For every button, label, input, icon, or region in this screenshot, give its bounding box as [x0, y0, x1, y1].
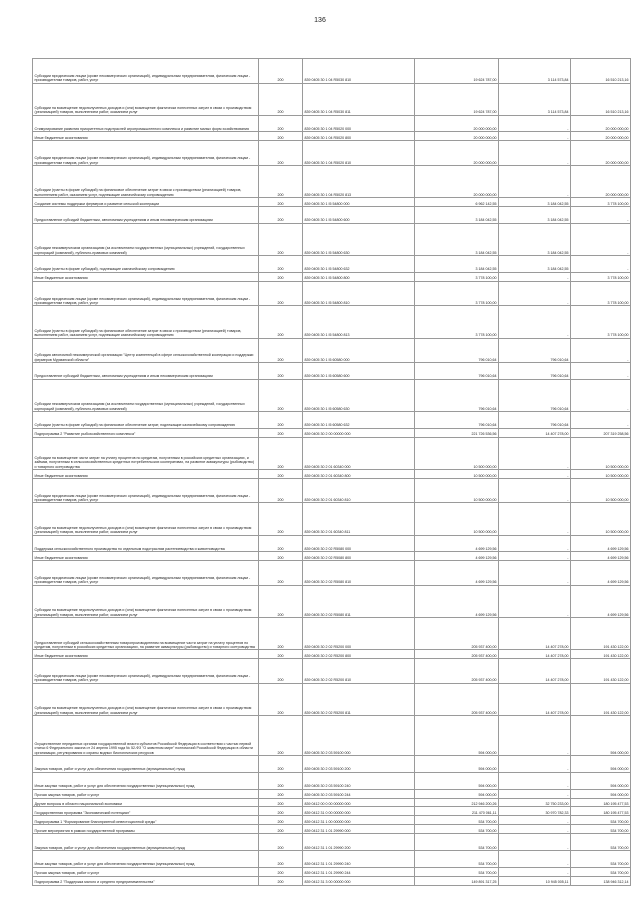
row-value1-cell: -: [499, 306, 571, 338]
row-code-cell: 200: [259, 825, 303, 834]
row-value2-cell: -: [571, 207, 631, 224]
row-code-cell: 200: [259, 659, 303, 684]
row-code-cell: 200: [259, 198, 303, 207]
table-row: [33, 807, 631, 816]
row-kbk-cell: 839 0405 30 1 04 R5020 810: [303, 141, 415, 166]
row-kbk-cell: 839 0412 31 0 00 00000 000: [303, 807, 415, 816]
row-value2-cell: 4 699 129,56: [571, 535, 631, 552]
table-row: [33, 281, 631, 306]
row-value2-cell: 4 699 129,56: [571, 585, 631, 617]
row-total-cell: 3 778 100,00: [415, 281, 499, 306]
row-value1-cell: 3 114 573,84: [499, 59, 571, 84]
budget-table-body: [33, 59, 631, 886]
row-name-cell: Субсидии на возмещение недополученных доходов и (или) возмещение фактически понесенных затрат в связи с производством (реализацией) товаров, выполнением работ, оказанием услуг: [33, 585, 259, 617]
row-name-cell: Иные бюджетные ассигнования: [33, 650, 259, 659]
table-row: [33, 59, 631, 84]
row-value2-cell: 191 430 122,00: [571, 650, 631, 659]
row-name-cell: Субсидии на возмещение недополученных доходов и (или) возмещение фактически понесенных затрат в связи с производством (реализацией) товаров, выполнением работ, оказанием услуг: [33, 503, 259, 535]
row-name-cell: Субсидия автономной некоммерческой организации "Центр компетенций в сфере сельскохозяйственной кооперации и поддержки фермеров Мурманской области": [33, 338, 259, 363]
row-value1-cell: -: [499, 561, 571, 586]
table-row: [33, 428, 631, 437]
table-row: [33, 650, 631, 659]
row-code-cell: 200: [259, 256, 303, 273]
budget-table: [32, 58, 631, 886]
row-name-cell: Стимулирование развития приоритетных подотраслей агропромышленного комплекса и развитие малых форм хозяйствования: [33, 115, 259, 132]
row-kbk-cell: 839 0405 30 2 01 60340 811: [303, 503, 415, 535]
row-value2-cell: 20 000 000,00: [571, 115, 631, 132]
row-name-cell: Поддержка сельскохозяйственного производства по отдельным подотраслям растениеводства и животноводства: [33, 535, 259, 552]
row-value2-cell: 3 778 100,00: [571, 198, 631, 207]
row-kbk-cell: 839 0405 30 1 I5 54800 600: [303, 207, 415, 224]
row-total-cell: 796 010,64: [415, 379, 499, 411]
table-row: [33, 338, 631, 363]
row-total-cell: 10 500 000,00: [415, 437, 499, 469]
row-value2-cell: 4 699 129,56: [571, 552, 631, 561]
row-value2-cell: 180 195 477,53: [571, 798, 631, 807]
row-value1-cell: 14 407 278,00: [499, 650, 571, 659]
row-kbk-cell: 839 0405 30 2 02 R5200 811: [303, 683, 415, 715]
row-value2-cell: 191 430 122,00: [571, 618, 631, 650]
row-value1-cell: -: [499, 585, 571, 617]
table-row: [33, 585, 631, 617]
row-code-cell: 200: [259, 552, 303, 561]
row-code-cell: 200: [259, 772, 303, 789]
row-value1-cell: -: [499, 437, 571, 469]
row-kbk-cell: 839 0405 30 2 01 60340 810: [303, 478, 415, 503]
row-kbk-cell: 839 0405 30 2 03 59100 240: [303, 772, 415, 789]
row-value1-cell: -: [499, 789, 571, 798]
row-kbk-cell: 839 0405 30 1 I5 60580 632: [303, 412, 415, 429]
table-row: [33, 141, 631, 166]
row-name-cell: Субсидии некоммерческим организациям (за исключением государственных (муниципальных) учреждений, государственных корпораций (компаний), публично-правовых компаний): [33, 379, 259, 411]
row-kbk-cell: 839 0405 30 2 02 R5200 810: [303, 659, 415, 684]
row-kbk-cell: 839 0405 30 2 03 59100 200: [303, 756, 415, 773]
row-code-cell: 200: [259, 618, 303, 650]
row-total-cell: 10 500 000,00: [415, 503, 499, 535]
row-total-cell: 4 699 129,56: [415, 552, 499, 561]
table-row: [33, 469, 631, 478]
table-row: [33, 115, 631, 132]
row-value2-cell: 534 700,00: [571, 825, 631, 834]
row-name-cell: Государственная программа "Экономический потенциал": [33, 807, 259, 816]
row-code-cell: 200: [259, 561, 303, 586]
row-value2-cell: 594 000,00: [571, 716, 631, 756]
row-total-cell: 149 891 317,25: [415, 876, 499, 885]
row-kbk-cell: 839 0405 30 2 02 R5080 811: [303, 585, 415, 617]
row-total-cell: 20 000 000,00: [415, 165, 499, 197]
row-name-cell: Предоставление субсидий бюджетным, автономным учреждениям и иным некоммерческим организациям: [33, 363, 259, 380]
row-kbk-cell: 839 0405 30 1 I5 54800 810: [303, 281, 415, 306]
row-name-cell: Субсидии юридическим лицам (кроме некоммерческих организаций), индивидуальным предпринимателям, физическим лицам - производителям товаров, работ, услуг: [33, 281, 259, 306]
row-name-cell: Прочая закупка товаров, работ и услуг: [33, 867, 259, 876]
row-code-cell: 200: [259, 807, 303, 816]
row-total-cell: 796 010,64: [415, 338, 499, 363]
row-name-cell: Иные закупки товаров, работ и услуг для обеспечения государственных (муниципальных) нужд: [33, 772, 259, 789]
row-total-cell: 594 000,00: [415, 789, 499, 798]
row-code-cell: 200: [259, 412, 303, 429]
row-value2-cell: 20 000 000,00: [571, 141, 631, 166]
row-name-cell: Предоставление субсидий сельскохозяйственным товаропроизводителям на возмещение части затрат на уплату процентов по кредитам, полученным в российских кредитных организациях, на развитие аквакультуры (рыбоводство) и товарного осетроводства: [33, 618, 259, 650]
table-row: [33, 561, 631, 586]
row-value2-cell: -: [571, 363, 631, 380]
row-value1-cell: 796 010,64: [499, 338, 571, 363]
row-code-cell: 200: [259, 716, 303, 756]
row-name-cell: Прочие мероприятия в рамках государственной программы: [33, 825, 259, 834]
row-value1-cell: -: [499, 132, 571, 141]
row-kbk-cell: 839 0405 30 1 04 R5030 811: [303, 83, 415, 115]
row-kbk-cell: 839 0405 30 1 I5 60580 630: [303, 379, 415, 411]
row-total-cell: 594 000,00: [415, 716, 499, 756]
row-value2-cell: 534 700,00: [571, 867, 631, 876]
row-total-cell: 3 184 042,55: [415, 207, 499, 224]
row-value2-cell: 10 500 000,00: [571, 437, 631, 469]
table-row: [33, 256, 631, 273]
table-row: [33, 789, 631, 798]
row-code-cell: 200: [259, 437, 303, 469]
row-kbk-cell: 839 0412 31 1 01 29990 244: [303, 867, 415, 876]
row-value1-cell: 3 114 573,84: [499, 83, 571, 115]
row-total-cell: 205 937 400,00: [415, 650, 499, 659]
row-total-cell: 205 937 400,00: [415, 683, 499, 715]
row-kbk-cell: 839 0412 31 1 01 29990 200: [303, 834, 415, 851]
row-value2-cell: 594 000,00: [571, 789, 631, 798]
row-kbk-cell: 839 0405 30 1 I5 54800 000: [303, 198, 415, 207]
row-code-cell: 200: [259, 535, 303, 552]
row-value2-cell: 16 510 213,16: [571, 83, 631, 115]
row-value1-cell: -: [499, 503, 571, 535]
row-value2-cell: 534 700,00: [571, 851, 631, 868]
row-name-cell: Закупка товаров, работ и услуг для обеспечения государственных (муниципальных) нужд: [33, 756, 259, 773]
row-code-cell: 200: [259, 503, 303, 535]
row-total-cell: 3 778 100,00: [415, 306, 499, 338]
row-value1-cell: -: [499, 851, 571, 868]
row-kbk-cell: 839 0405 30 2 03 59100 244: [303, 789, 415, 798]
row-total-cell: 205 937 400,00: [415, 618, 499, 650]
row-value2-cell: 3 778 100,00: [571, 281, 631, 306]
row-total-cell: 594 000,00: [415, 772, 499, 789]
row-kbk-cell: 839 0405 30 1 I5 60580 600: [303, 363, 415, 380]
row-value1-cell: 3 184 042,55: [499, 207, 571, 224]
row-value2-cell: 3 778 100,00: [571, 306, 631, 338]
row-total-cell: 534 700,00: [415, 834, 499, 851]
row-code-cell: 200: [259, 428, 303, 437]
row-code-cell: 200: [259, 207, 303, 224]
row-value1-cell: -: [499, 552, 571, 561]
row-name-cell: Иные бюджетные ассигнования: [33, 132, 259, 141]
row-name-cell: Иные закупки товаров, работ и услуг для обеспечения государственных (муниципальных) нужд: [33, 851, 259, 868]
table-row: [33, 851, 631, 868]
row-total-cell: 10 500 000,00: [415, 478, 499, 503]
row-code-cell: 200: [259, 798, 303, 807]
row-code-cell: 200: [259, 363, 303, 380]
row-value1-cell: 796 010,64: [499, 412, 571, 429]
row-value1-cell: 32 750 233,00: [499, 798, 571, 807]
table-row: [33, 867, 631, 876]
table-row: [33, 379, 631, 411]
row-value1-cell: 796 010,64: [499, 379, 571, 411]
row-total-cell: 211 470 061,11: [415, 807, 499, 816]
table-row: [33, 363, 631, 380]
table-row: [33, 83, 631, 115]
row-value1-cell: -: [499, 825, 571, 834]
row-value2-cell: 534 700,00: [571, 816, 631, 825]
row-value1-cell: -: [499, 834, 571, 851]
table-row: [33, 825, 631, 834]
row-code-cell: 200: [259, 851, 303, 868]
row-name-cell: Другие вопросы в области национальной экономики: [33, 798, 259, 807]
row-code-cell: 200: [259, 306, 303, 338]
row-name-cell: Субсидии (гранты в форме субсидий), подлежащие казначейскому сопровождению: [33, 256, 259, 273]
row-value1-cell: 10 945 005,11: [499, 876, 571, 885]
row-name-cell: Предоставление субсидий бюджетным, автономным учреждениям и иным некоммерческим организациям: [33, 207, 259, 224]
row-code-cell: 200: [259, 141, 303, 166]
row-kbk-cell: 839 0405 30 1 04 R5020 800: [303, 132, 415, 141]
row-value1-cell: 30 970 782,33: [499, 807, 571, 816]
table-row: [33, 272, 631, 281]
table-row: [33, 165, 631, 197]
row-total-cell: 4 699 129,56: [415, 585, 499, 617]
row-total-cell: 3 184 042,55: [415, 256, 499, 273]
row-total-cell: 10 500 000,00: [415, 469, 499, 478]
table-row: [33, 207, 631, 224]
row-code-cell: 200: [259, 165, 303, 197]
row-value2-cell: 20 000 000,00: [571, 132, 631, 141]
row-code-cell: 200: [259, 478, 303, 503]
row-code-cell: 200: [259, 789, 303, 798]
row-name-cell: Субсидии юридическим лицам (кроме некоммерческих организаций), индивидуальным предпринимателям, физическим лицам - производителям товаров, работ, услуг: [33, 141, 259, 166]
row-total-cell: 796 010,64: [415, 412, 499, 429]
row-value2-cell: 10 500 000,00: [571, 478, 631, 503]
row-total-cell: 534 700,00: [415, 816, 499, 825]
table-row: [33, 716, 631, 756]
row-name-cell: Иные бюджетные ассигнования: [33, 552, 259, 561]
row-name-cell: Субсидии на возмещение недополученных доходов и (или) возмещение фактически понесенных затрат в связи с производством (реализацией) товаров, выполнением работ, оказанием услуг: [33, 83, 259, 115]
table-row: [33, 535, 631, 552]
row-total-cell: 534 700,00: [415, 867, 499, 876]
row-total-cell: 205 937 400,00: [415, 659, 499, 684]
table-row: [33, 772, 631, 789]
row-code-cell: 200: [259, 650, 303, 659]
row-value1-cell: -: [499, 816, 571, 825]
row-name-cell: Субсидии на возмещение недополученных доходов и (или) возмещение фактически понесенных затрат в связи с производством (реализацией) товаров, выполнением работ, оказанием услуг: [33, 683, 259, 715]
row-value1-cell: -: [499, 281, 571, 306]
row-total-cell: 594 000,00: [415, 756, 499, 773]
row-name-cell: Субсидии некоммерческим организациям (за исключением государственных (муниципальных) учреждений, государственных корпораций (компаний), публично-правовых компаний): [33, 223, 259, 255]
row-value2-cell: -: [571, 223, 631, 255]
table-row: [33, 306, 631, 338]
row-value2-cell: 594 000,00: [571, 756, 631, 773]
row-total-cell: 534 700,00: [415, 851, 499, 868]
row-code-cell: 200: [259, 132, 303, 141]
row-value2-cell: 534 700,00: [571, 834, 631, 851]
row-kbk-cell: 839 0412 31 3 00 00000 000: [303, 876, 415, 885]
row-value1-cell: -: [499, 716, 571, 756]
row-value2-cell: 138 946 312,14: [571, 876, 631, 885]
row-value1-cell: -: [499, 115, 571, 132]
row-total-cell: 796 010,64: [415, 363, 499, 380]
row-value1-cell: -: [499, 165, 571, 197]
row-total-cell: 19 624 787,00: [415, 59, 499, 84]
row-kbk-cell: 839 0405 30 2 03 59100 000: [303, 716, 415, 756]
row-kbk-cell: 839 0405 30 2 00 00000 000: [303, 428, 415, 437]
row-code-cell: 200: [259, 272, 303, 281]
row-value2-cell: 191 430 122,00: [571, 683, 631, 715]
row-value2-cell: 180 195 477,53: [571, 807, 631, 816]
table-row: [33, 683, 631, 715]
row-value2-cell: 191 430 122,00: [571, 659, 631, 684]
table-row: [33, 132, 631, 141]
row-value2-cell: -: [571, 256, 631, 273]
row-kbk-cell: 839 0405 30 2 02 R5080 810: [303, 561, 415, 586]
row-code-cell: 200: [259, 756, 303, 773]
row-total-cell: 534 700,00: [415, 825, 499, 834]
table-row: [33, 816, 631, 825]
row-name-cell: Субсидии юридическим лицам (кроме некоммерческих организаций), индивидуальным предпринимателям, физическим лицам - производителям товаров, работ, услуг: [33, 561, 259, 586]
row-kbk-cell: 839 0405 30 2 01 60340 000: [303, 437, 415, 469]
table-row: [33, 834, 631, 851]
row-code-cell: 200: [259, 223, 303, 255]
row-value1-cell: -: [499, 772, 571, 789]
row-value2-cell: -: [571, 412, 631, 429]
table-row: [33, 198, 631, 207]
row-kbk-cell: 839 0405 30 2 02 R5080 000: [303, 535, 415, 552]
row-value1-cell: -: [499, 756, 571, 773]
row-kbk-cell: 839 0405 30 1 I5 54800 630: [303, 223, 415, 255]
row-name-cell: Субсидии юридическим лицам (кроме некоммерческих организаций), индивидуальным предпринимателям, физическим лицам - производителям товаров, работ, услуг: [33, 59, 259, 84]
row-code-cell: 200: [259, 281, 303, 306]
row-name-cell: Субсидии (гранты в форме субсидий) на финансовое обеспечение затрат в связи с производством (реализацией) товаров, выполнением работ, оказанием услуг, подлежащие казначейскому сопровождению: [33, 306, 259, 338]
table-row: [33, 503, 631, 535]
row-name-cell: Подпрограмма 1 "Формирование благоприятной инвестиционной среды": [33, 816, 259, 825]
row-name-cell: Создание системы поддержки фермеров и развитие сельской кооперации: [33, 198, 259, 207]
row-code-cell: 200: [259, 876, 303, 885]
row-kbk-cell: 839 0405 30 1 I5 54800 813: [303, 306, 415, 338]
row-kbk-cell: 839 0412 31 1 01 29990 240: [303, 851, 415, 868]
row-name-cell: Субсидии (гранты в форме субсидий) на финансовое обеспечение затрат, подлежащие казначейскому сопровождению: [33, 412, 259, 429]
row-total-cell: 20 000 000,00: [415, 132, 499, 141]
table-row: [33, 876, 631, 885]
row-name-cell: Подпрограмма 2 "Поддержка малого и среднего предпринимательства": [33, 876, 259, 885]
row-code-cell: 200: [259, 867, 303, 876]
row-total-cell: 20 000 000,00: [415, 141, 499, 166]
row-code-cell: 200: [259, 834, 303, 851]
row-code-cell: 200: [259, 338, 303, 363]
row-name-cell: Субсидии юридическим лицам (кроме некоммерческих организаций), индивидуальным предпринимателям, физическим лицам - производителям товаров, работ, услуг: [33, 659, 259, 684]
row-name-cell: Иные бюджетные ассигнования: [33, 272, 259, 281]
row-value2-cell: -: [571, 338, 631, 363]
row-kbk-cell: 839 0405 30 1 I5 54800 800: [303, 272, 415, 281]
row-value1-cell: -: [499, 535, 571, 552]
row-value2-cell: 20 000 000,00: [571, 165, 631, 197]
row-kbk-cell: 839 0405 30 2 02 R5200 000: [303, 618, 415, 650]
row-kbk-cell: 839 0405 30 2 01 60340 800: [303, 469, 415, 478]
row-name-cell: Прочая закупка товаров, работ и услуг: [33, 789, 259, 798]
row-total-cell: 3 184 042,55: [415, 223, 499, 255]
row-value1-cell: 3 184 042,55: [499, 223, 571, 255]
row-code-cell: 200: [259, 115, 303, 132]
row-name-cell: Подпрограмма 2 "Развитие рыбохозяйственного комплекса": [33, 428, 259, 437]
row-code-cell: 200: [259, 469, 303, 478]
table-row: [33, 478, 631, 503]
row-kbk-cell: 839 0405 30 2 02 R5200 800: [303, 650, 415, 659]
page-number: 136: [314, 17, 326, 24]
row-code-cell: 200: [259, 83, 303, 115]
row-code-cell: 200: [259, 585, 303, 617]
row-value1-cell: 14 407 278,00: [499, 659, 571, 684]
row-value1-cell: 796 010,64: [499, 363, 571, 380]
row-value1-cell: -: [499, 867, 571, 876]
row-value1-cell: -: [499, 478, 571, 503]
row-value1-cell: 14 407 278,00: [499, 618, 571, 650]
row-code-cell: 200: [259, 683, 303, 715]
row-value1-cell: 14 407 278,00: [499, 683, 571, 715]
row-total-cell: 6 962 142,55: [415, 198, 499, 207]
row-code-cell: 200: [259, 816, 303, 825]
row-value1-cell: 3 184 042,55: [499, 198, 571, 207]
row-name-cell: Субсидии юридическим лицам (кроме некоммерческих организаций), индивидуальным предпринимателям, физическим лицам - производителям товаров, работ, услуг: [33, 478, 259, 503]
row-code-cell: 200: [259, 59, 303, 84]
row-kbk-cell: 839 0405 30 2 02 R5080 800: [303, 552, 415, 561]
row-total-cell: 20 000 000,00: [415, 115, 499, 132]
table-row: [33, 437, 631, 469]
table-row: [33, 756, 631, 773]
row-value2-cell: 3 778 100,00: [571, 272, 631, 281]
row-value2-cell: 207 319 258,56: [571, 428, 631, 437]
row-total-cell: 212 946 200,26: [415, 798, 499, 807]
row-kbk-cell: 839 0405 30 1 I5 54800 632: [303, 256, 415, 273]
row-value2-cell: 4 699 129,56: [571, 561, 631, 586]
row-value2-cell: 16 510 213,16: [571, 59, 631, 84]
row-kbk-cell: 839 0405 30 1 04 R5020 813: [303, 165, 415, 197]
table-row: [33, 223, 631, 255]
row-kbk-cell: 839 0405 30 1 I5 60580 000: [303, 338, 415, 363]
row-value1-cell: -: [499, 141, 571, 166]
row-value2-cell: 594 000,00: [571, 772, 631, 789]
row-code-cell: 200: [259, 379, 303, 411]
row-value2-cell: 10 500 000,00: [571, 469, 631, 478]
row-name-cell: Осуществление переданных органам государственной власти субъектов Российской Федерации в соответствии с частью первой статьи 6 Федерального закона от 24 апреля 1995 года № 52-ФЗ "О животном мире" полномочий Российской Федерации в области организации, регулирования и охраны водных биологических ресурсов: [33, 716, 259, 756]
table-row: [33, 412, 631, 429]
table-row: [33, 618, 631, 650]
row-kbk-cell: 839 0405 30 1 04 R5020 000: [303, 115, 415, 132]
table-row: [33, 552, 631, 561]
row-value1-cell: 3 184 042,55: [499, 256, 571, 273]
table-row: [33, 659, 631, 684]
row-total-cell: 19 624 787,00: [415, 83, 499, 115]
row-value1-cell: -: [499, 272, 571, 281]
row-name-cell: Иные бюджетные ассигнования: [33, 469, 259, 478]
row-kbk-cell: 839 0412 31 1 00 00000 000: [303, 816, 415, 825]
row-value1-cell: -: [499, 469, 571, 478]
row-total-cell: 3 778 100,00: [415, 272, 499, 281]
row-total-cell: 4 699 129,56: [415, 535, 499, 552]
row-name-cell: Субсидии (гранты в форме субсидий) на финансовое обеспечение затрат в связи с производством (реализацией) товаров, выполнением работ, оказанием услуг, подлежащие казначейскому сопровождению: [33, 165, 259, 197]
row-total-cell: 4 699 129,56: [415, 561, 499, 586]
row-total-cell: 221 726 536,56: [415, 428, 499, 437]
row-value2-cell: -: [571, 379, 631, 411]
row-value1-cell: 14 407 278,00: [499, 428, 571, 437]
row-name-cell: Субсидии на возмещение части затрат на уплату процентов по кредитам, полученным в российских кредитных организациях, и займам, полученным в сельскохозяйственных кредитных потребительских кооперативах, на развитие аквакультуры (рыбоводство) и товарного осетроводства: [33, 437, 259, 469]
row-kbk-cell: 839 0405 30 1 04 R5030 810: [303, 59, 415, 84]
row-value2-cell: 10 500 000,00: [571, 503, 631, 535]
row-kbk-cell: 839 0412 31 1 01 29990 000: [303, 825, 415, 834]
table-row: [33, 798, 631, 807]
row-name-cell: Закупка товаров, работ и услуг для обеспечения государственных (муниципальных) нужд: [33, 834, 259, 851]
row-kbk-cell: 839 0412 00 0 00 00000 000: [303, 798, 415, 807]
